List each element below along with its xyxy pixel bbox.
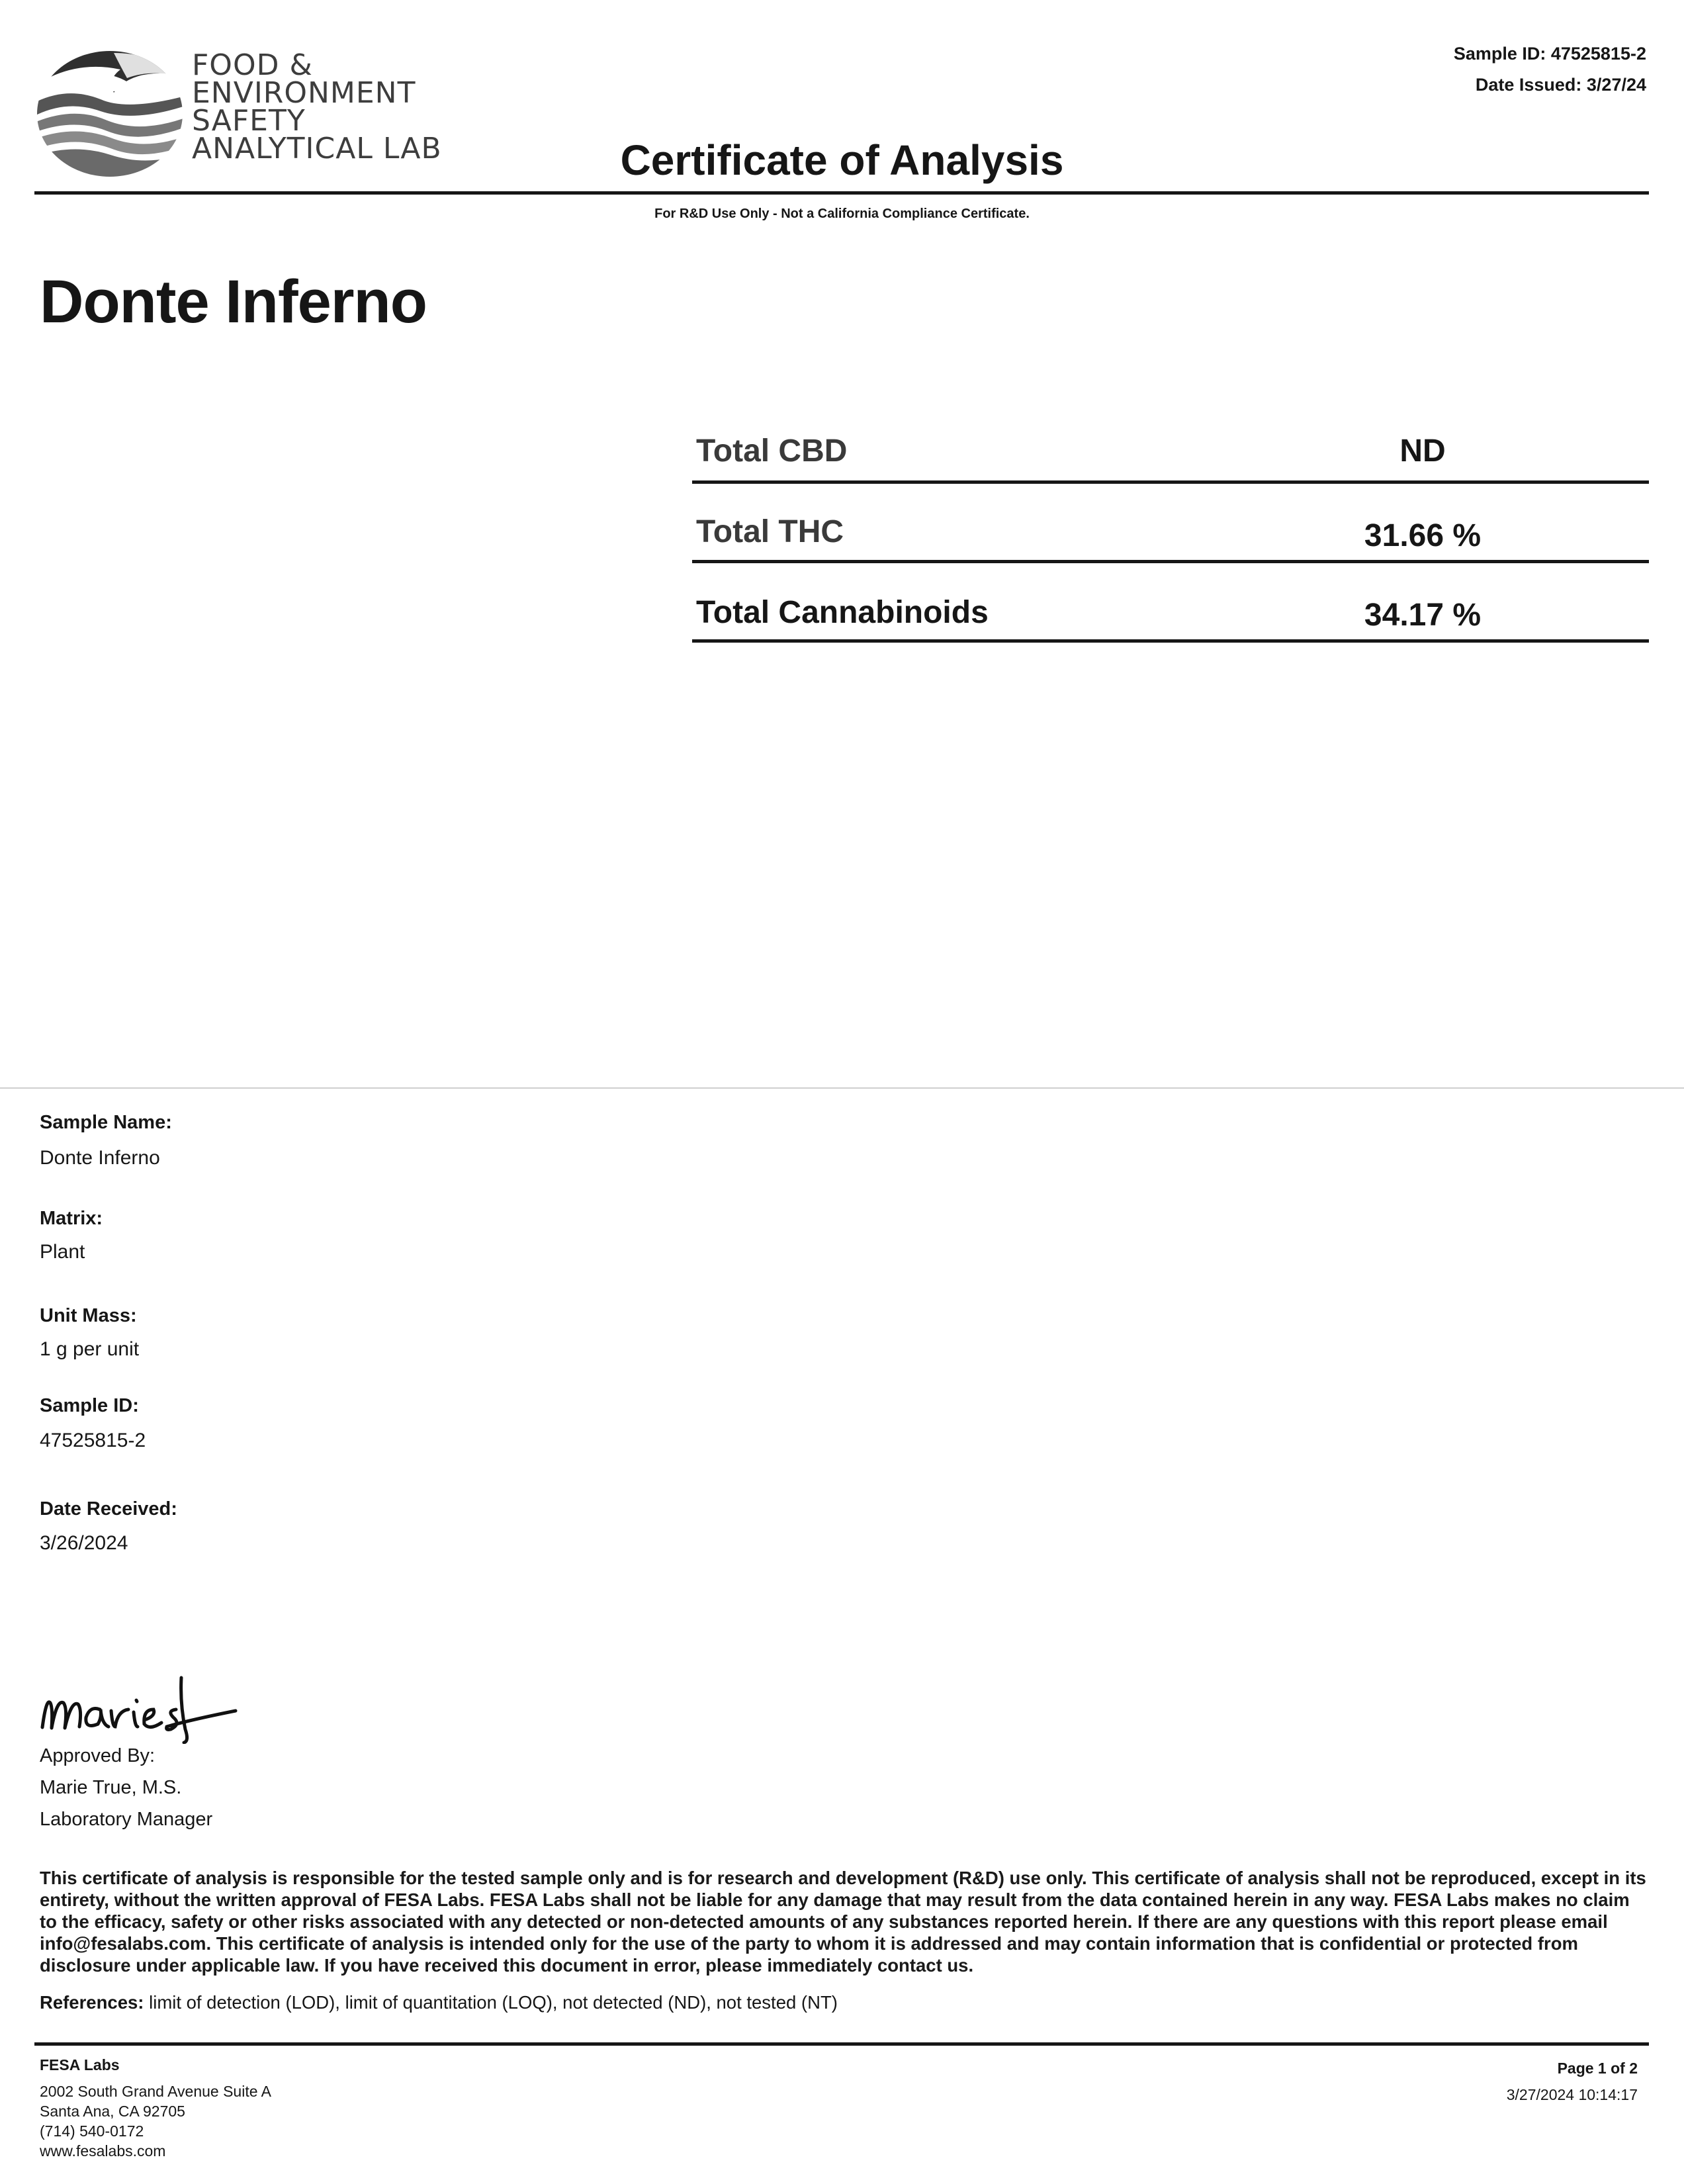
approver-name: Marie True, M.S.: [40, 1777, 182, 1798]
sample-id-label: Sample ID:: [40, 1395, 139, 1416]
date-received-label: Date Received:: [40, 1498, 177, 1520]
date-received-value: 3/26/2024: [40, 1532, 128, 1554]
references-line: [40, 1992, 838, 2013]
matrix-label: Matrix:: [40, 1208, 103, 1229]
summary-value-total: 34.17 %: [1364, 598, 1482, 633]
product-name: Donte Inferno: [40, 268, 427, 336]
logo-line: ANALYTICAL LAB: [192, 132, 442, 165]
scan-fold-line: [0, 1087, 1684, 1089]
logo-line: ENVIRONMENT: [192, 76, 416, 110]
sample-name-value: Donte Inferno: [40, 1147, 160, 1169]
logo-line: FOOD &: [192, 48, 313, 82]
footer-address: [40, 2055, 271, 2161]
matrix-value: Plant: [40, 1241, 85, 1263]
logo-line: SAFETY: [192, 104, 306, 138]
footer-address-line: Santa Ana, CA 92705: [40, 2103, 185, 2120]
references-label: References:: [40, 1992, 144, 2013]
footer-page-info: [1507, 2055, 1638, 2108]
summary-label-total: Total Cannabinoids: [696, 595, 989, 630]
summary-value-thc: 31.66 %: [1364, 518, 1482, 553]
rd-disclaimer: For R&D Use Only - Not a California Compliance Certificate.: [654, 206, 1030, 221]
header-date-issued: Date Issued: 3/27/24: [1475, 75, 1646, 95]
footer-rule: [34, 2042, 1649, 2046]
footer-phone: (714) 540-0172: [40, 2122, 144, 2140]
summary-label-cbd: Total CBD: [696, 433, 848, 469]
summary-label-thc: Total THC: [696, 514, 844, 549]
unit-mass-value: 1 g per unit: [40, 1338, 140, 1360]
footer-address-line: 2002 South Grand Avenue Suite A: [40, 2083, 271, 2100]
footer-website[interactable]: www.fesalabs.com: [40, 2142, 166, 2160]
summary-rule: [692, 560, 1649, 563]
sample-name-label: Sample Name:: [40, 1112, 172, 1133]
print-timestamp: 3/27/2024 10:14:17: [1506, 2086, 1638, 2103]
page-number: Page 1 of 2: [1557, 2060, 1638, 2077]
header-sample-id: Sample ID: 47525815-2: [1453, 44, 1646, 64]
unit-mass-label: Unit Mass:: [40, 1305, 137, 1326]
sample-id-value: 47525815-2: [40, 1430, 146, 1451]
summary-value-cbd: ND: [1399, 433, 1446, 469]
references-text: limit of detection (LOD), limit of quantitation (LOQ), not detected (ND), not tested (NT): [149, 1992, 838, 2013]
header-meta: [1454, 38, 1646, 101]
header-rule: [34, 191, 1649, 195]
approved-by-label: Approved By:: [40, 1745, 155, 1766]
legal-disclaimer: This certificate of analysis is responsible for the tested sample only and is for research and development (R&D) use only. This certificate of analysis shall not be reproduced, except in its entirety, without the written approval of FESA Labs. FESA Labs shall not be liable for any damage that may result from the data contained herein in any way. FESA Labs makes no claim to the efficacy, safety or other risks associated with any detected or non-detected amounts of any substances reported herein. If there are any questions with this report please email info@fesalabs.com. This certificate of analysis is intended only for the use of the party to whom it is addressed and may contain information that is confidential or protected from disclosure under applicable law. If you have received this document in error, please immediately contact us.: [40, 1868, 1646, 1976]
footer-company: FESA Labs: [40, 2056, 120, 2073]
summary-rule: [692, 639, 1649, 643]
signature-image: [37, 1671, 242, 1744]
document-title: Certificate of Analysis: [620, 136, 1064, 184]
approver-role: Laboratory Manager: [40, 1809, 213, 1830]
summary-rule: [692, 480, 1649, 484]
